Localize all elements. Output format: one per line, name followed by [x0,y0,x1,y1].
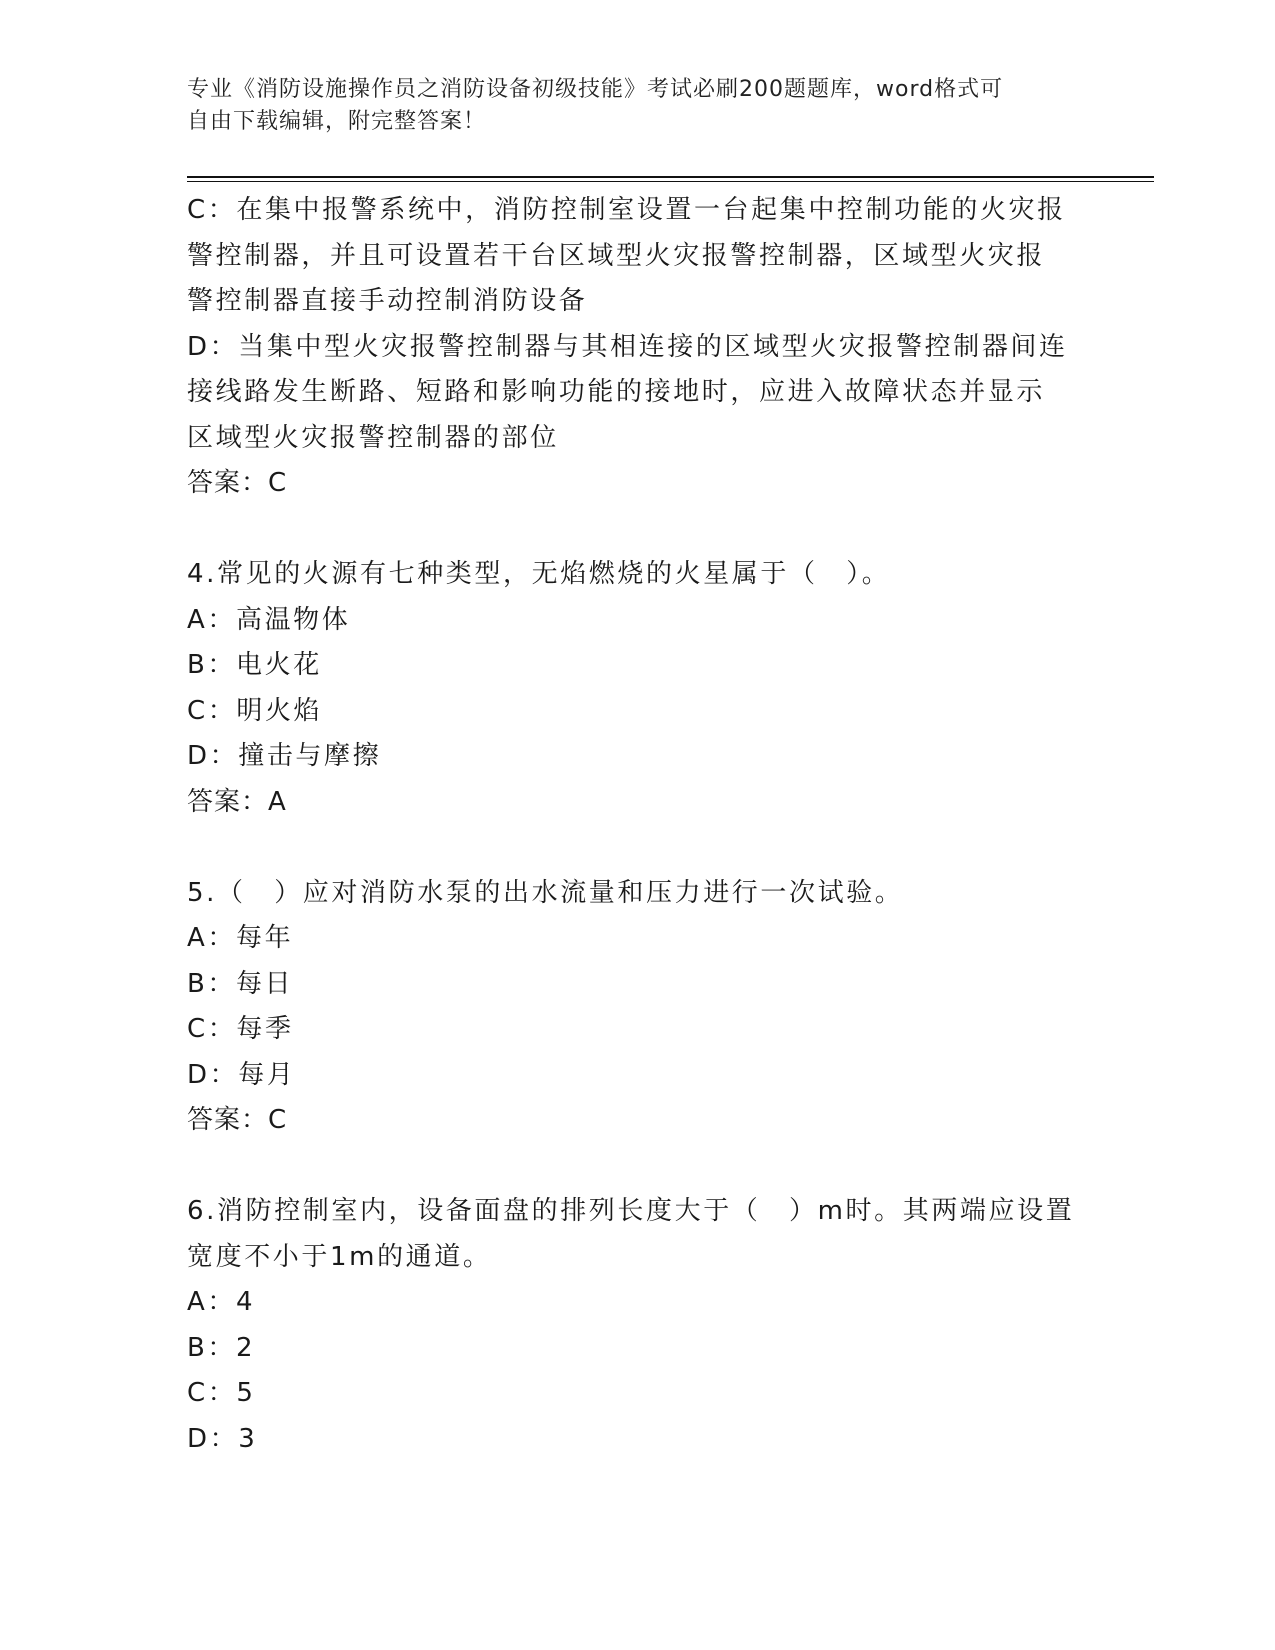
q5-answer: 答案：C [187,1105,288,1135]
q5-option-b: B：每日 [187,968,294,999]
q6-option-b: B：2 [187,1332,256,1363]
question-5-block [187,871,1087,1144]
q3-option-c-line-2: 警控制器，并且可设置若干台区域型火灾报警控制器，区域型火灾报 [187,240,1046,271]
q4-answer: 答案：A [187,786,287,817]
q4-option-b: B：电火花 [187,650,322,680]
question-content [187,188,1087,1462]
q6-option-c: C：5 [187,1378,256,1408]
question-4-block [187,552,1087,825]
header-divider [187,176,1154,178]
q5-option-a: A：每年 [187,923,294,953]
q3-option-d-line-2: 接线路发生断路、短路和影响功能的接地时，应进入故障状态并显示 [187,377,1046,407]
page-header [187,74,1067,138]
q3-option-d-line-1: D：当集中型火灾报警控制器与其相连接的区域型火灾报警控制器间连 [187,331,1068,362]
q4-option-a: A：高温物体 [187,604,351,635]
q3-option-d-line-3: 区域型火灾报警控制器的部位 [187,422,559,453]
q4-question: 4.常见的火源有七种类型，无焰燃烧的火星属于（ ）。 [187,559,891,589]
q5-option-d: D：每月 [187,1059,296,1090]
header-title-line-2: 自由下载编辑，附完整答案！ [187,109,487,134]
q5-option-c: C：每季 [187,1014,294,1044]
q6-option-a: A：4 [187,1287,256,1317]
question-3-block [187,188,1087,507]
q6-question-line-1: 6.消防控制室内，设备面盘的排列长度大于（ ）m时。其两端应设置 [187,1196,1075,1226]
header-title-line-1: 专业《消防设施操作员之消防设备初级技能》考试必刷200题题库，word格式可 [187,77,1004,102]
q3-option-c-line-3: 警控制器直接手动控制消防设备 [187,286,588,316]
q5-question: 5.（ ）应对消防水泵的出水流量和压力进行一次试验。 [187,877,904,908]
question-6-block [187,1189,1087,1462]
header-divider-thin [187,181,1154,182]
q4-option-d: D：撞击与摩擦 [187,741,382,771]
q6-option-d: D：3 [187,1423,258,1454]
q3-answer: 答案：C [187,468,288,498]
q4-option-c: C：明火焰 [187,695,323,726]
q6-question-line-2: 宽度不小于1m的通道。 [187,1241,492,1272]
q3-option-c-line-1: C：在集中报警系统中，消防控制室设置一台起集中控制功能的火灾报 [187,195,1066,225]
